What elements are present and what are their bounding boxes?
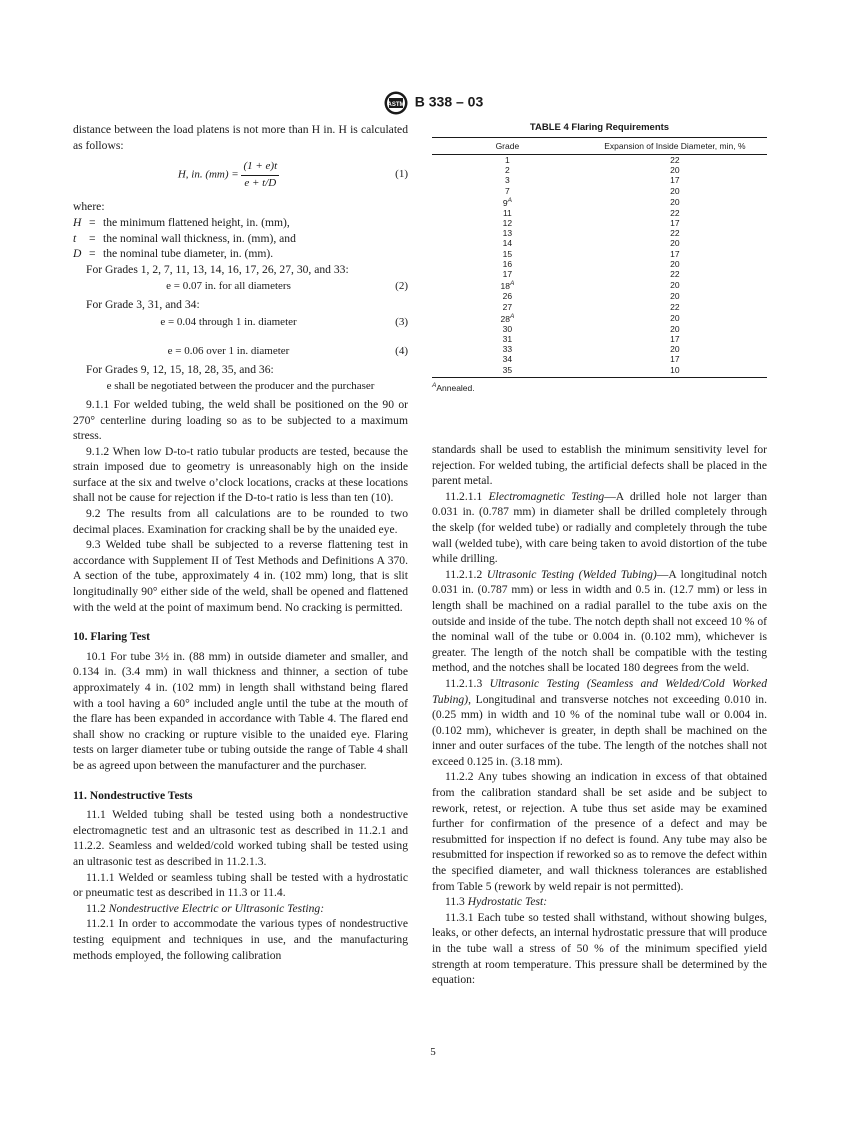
expansion-cell: 17 [670,175,680,186]
grades-line: For Grade 3, 31, and 34: [86,297,200,311]
equation-2: e = 0.07 in. for all diameters (2) [166,280,408,293]
table-row [432,269,767,279]
paragraph: 11.1 Welded tubing shall be tested using both a nondestructive electromagnetic test and an ultrasonic test as described in 11.2.1 and 11.2.2. Seamless and welded/cold worked tubing shall be tested using an ultrasonic test as described in 11.2.1.3. [73,808,408,868]
grade-cell: 33 [502,344,513,355]
expansion-cell: 17 [670,218,680,229]
expansion-cell: 17 [670,354,680,365]
grade-cell: 34 [502,354,513,365]
table-row [432,228,767,238]
column-header: Grade [432,138,583,155]
table-row [432,218,767,228]
grade-cell: $9^A$ [502,196,512,208]
paragraph: distance between the load platens is not more than H in. H is calculated as follows: [73,123,408,152]
astm-logo-icon [383,90,409,116]
paragraph: 9.1.2 When low D-to-t ratio tubular products are tested, because the strain imposed due to geometry is unreasonably high on the inside surface at the six and twelve o’clock locations, cracks at these locations shall not be cause for rejection if the D-to-t ratio is less than ten (10). [73,444,408,505]
grade-cell: $28^A$ [500,312,515,324]
paragraph: 11.3 Hydrostatic Test: [445,895,548,909]
expansion-cell: 20 [670,258,680,269]
table-row [432,354,767,364]
table-row [432,324,767,334]
grade-cell: 7 [505,185,510,196]
table-footnote: $^A$Annealed. [432,381,475,393]
designation: B 338 – 03 [414,93,484,110]
expansion-cell: 10 [583,365,767,378]
expansion-cell: 22 [670,301,680,312]
table-row [432,344,767,354]
grade-cell: 27 [502,301,513,312]
grade-cell: 3 [505,175,510,186]
table-row [432,291,767,301]
grade-cell: $18^A$ [500,280,515,292]
paragraph: 11.2.1.2 Ultrasonic Testing (Welded Tubing)—A longitudinal notch 0.031 in. (0.787 mm) or less in width and 0.5 in. (12.7 mm) or less in length shall be machined on a radial parallel to the tube axis on the outside and inside of the tube. The notch depth shall not exceed 10 % of the nominal wall of the tube or 0.004 in. (0.102 mm), whichever is greater. The length of the notch shall be compatible with the testing method, and the notches shall be located 180 degrees from the weld. [432,567,767,675]
table-row [432,155,767,166]
grade-cell: 13 [502,228,513,239]
expansion-cell: 22 [670,269,680,280]
table-caption: TABLE 4 Flaring Requirements [529,122,670,133]
table-row [432,238,767,248]
table-row [432,334,767,344]
grade-cell: 35 [432,365,583,378]
paragraph: 11.1.1 Welded or seamless tubing shall be tested with a hydrostatic or pneumatic test as described in 11.3 or 11.4. [73,870,408,900]
expansion-cell: 20 [670,344,680,355]
paragraph: 10.1 For tube 3½ in. (88 mm) in outside diameter and smaller, and 0.134 in. (3.4 mm) in wall thickness and thinner, a section of tube approximately 4 in. (102 mm) in length shall withstand being flared with a tool having a 60° included angle until the tube at the mouth of the flare has been expanded in accordance with Table 4. The flared end shall show no cracking or rupture visible to the unaided eye. Flaring tests on larger diameter tube or tubing outside the range of Table 4 shall be as agreed upon between the manufacturer and the purchaser. [73,649,408,772]
grade-cell: 31 [502,333,513,344]
grade-cell: 16 [502,258,513,269]
grade-cell: 15 [502,248,513,259]
expansion-cell: 20 [670,185,680,196]
equation-3: e = 0.04 through 1 in. diameter (3) [160,315,408,328]
paragraph: 11.2.2 Any tubes showing an indication in excess of that obtained from the calibration standard shall be set aside and be subject to rework, retest, or rejection. A tube thus set aside may be examined further for confirmation of the presence of a defect and may be resubmitted for inspection if no defect is found. Any tube may also be resubmitted for inspection if reworked so as to remove the defect within the specified diameter, and wall thickness tolerances are established from Table 5 (rework by weld repair is not permitted). [432,770,767,893]
grade-cell: 30 [502,323,513,334]
expansion-cell: 22 [670,228,680,239]
table-row [432,175,767,185]
table-row [432,186,767,196]
where-label: where: [73,200,105,214]
expansion-cell: 22 [670,155,680,165]
expansion-cell: 20 [670,196,680,207]
table-row [432,165,767,175]
paragraph: standards shall be used to establish the minimum sensitivity level for rejection. For welded tubing, the artificial defects shall be placed in the parent metal. [432,443,767,488]
flaring-table [432,137,767,378]
table-row [432,249,767,259]
expansion-cell: 20 [670,280,680,291]
right-column [432,442,767,988]
expansion-cell: 17 [670,333,680,344]
table-row [432,279,767,291]
equation-4: e = 0.06 over 1 in. diameter (4) [167,345,408,358]
grade-cell: 11 [502,207,512,218]
definition: t = the nominal wall thickness, in. (mm), and [73,231,296,245]
section-heading: 11. Nondestructive Tests [73,788,193,802]
left-column [73,122,408,963]
paragraph: 11.2.1.3 Ultrasonic Testing (Seamless and Welded/Cold Worked Tubing), Longitudinal and transverse notches not exceeding 0.010 in. (0.25 mm) in width and 10 % of the nominal tube wall or 0.004 in. (0.102 mm), whichever is greater, in depth shall be machined on the inner and outer surfaces of the tube. The length of the notches shall not exceed 0.125 in. (3.18 mm). [432,676,767,768]
paragraph: 11.2.1 In order to accommodate the various types of nondestructive testing equipment and techniques in use, and the manufacturing methods employed, the following calibration [73,917,408,962]
paragraph: 9.1.1 For welded tubing, the weld shall be positioned on the 90 or 270° centerline during loading so as to be subjected to a maximum stress. [73,397,408,443]
grade-cell: 26 [502,291,513,302]
grade-cell: 1 [505,155,510,165]
expansion-cell: 20 [670,291,680,302]
expansion-cell: 20 [670,165,680,176]
equation-5: e shall be negotiated between the producer and the purchaser [106,380,375,393]
column-header: Expansion of Inside Diameter, min, % [583,138,767,155]
grades-line: For Grades 1, 2, 7, 11, 13, 14, 16, 17, 26, 27, 30, and 33: [86,262,349,276]
grade-cell: 17 [502,269,513,280]
table-row [432,302,767,312]
definition: D = the nominal tube diameter, in. (mm). [73,247,274,261]
paragraph: 9.2 The results from all calculations are to be rounded to two decimal places. Examination for cracking shall be by the unaided eye. [73,507,408,536]
definition: H = the minimum flattened height, in. (mm), [73,215,290,229]
table-row [432,196,767,208]
table-row [432,312,767,324]
paragraph: 11.3.1 Each tube so tested shall withstand, without showing bulges, leaks, or other defects, an internal hydrostatic pressure that will produce in the tube wall a stress of 50 % of the minimum specified yield strength at room temperature. This pressure shall be determined by the equation: [432,910,767,987]
page-number: 5 [430,1046,436,1058]
paragraph: 11.2.1.1 Electromagnetic Testing—A drilled hole not larger than 0.031 in. (0.787 mm) in diameter shall be drilled completely through the skelp (for welded tube) or radially and completely through the tube wall (welded tube), with care being taken to avoid distortion of the tube while drilling. [432,489,768,566]
paragraph: 11.2 Nondestructive Electric or Ultrasonic Testing: [86,901,325,915]
expansion-cell: 20 [670,238,680,249]
expansion-cell: 20 [670,312,680,323]
svg-text:ASTM: ASTM [387,102,405,108]
table-row [432,365,767,378]
grade-cell: 2 [505,165,510,176]
table-4 [432,122,767,393]
section-heading: 10. Flaring Test [73,630,150,644]
grade-cell: 14 [502,238,513,249]
table-row [432,208,767,218]
expansion-cell: 20 [670,323,680,334]
equation-1: H, in. (mm) = $\frac{(1 + e)t}{e + t/D}$ (1) [177,160,408,189]
page-header [0,90,866,116]
table-row [432,259,767,269]
grade-cell: 12 [502,218,513,229]
grades-line: For Grades 9, 12, 15, 18, 28, 35, and 36: [86,362,274,376]
expansion-cell: 22 [670,207,680,218]
paragraph: 9.3 Welded tube shall be subjected to a reverse flattening test in accordance with Supplement II of Test Methods and Definitions A 370. A section of the tube, approximately 4 in. (102 mm) long, that is slit longitudinally 90° either side of the weld, shall be opened and flattened with the weld at the point of maximum bend. No cracking is permitted. [73,538,408,614]
expansion-cell: 17 [670,248,680,259]
